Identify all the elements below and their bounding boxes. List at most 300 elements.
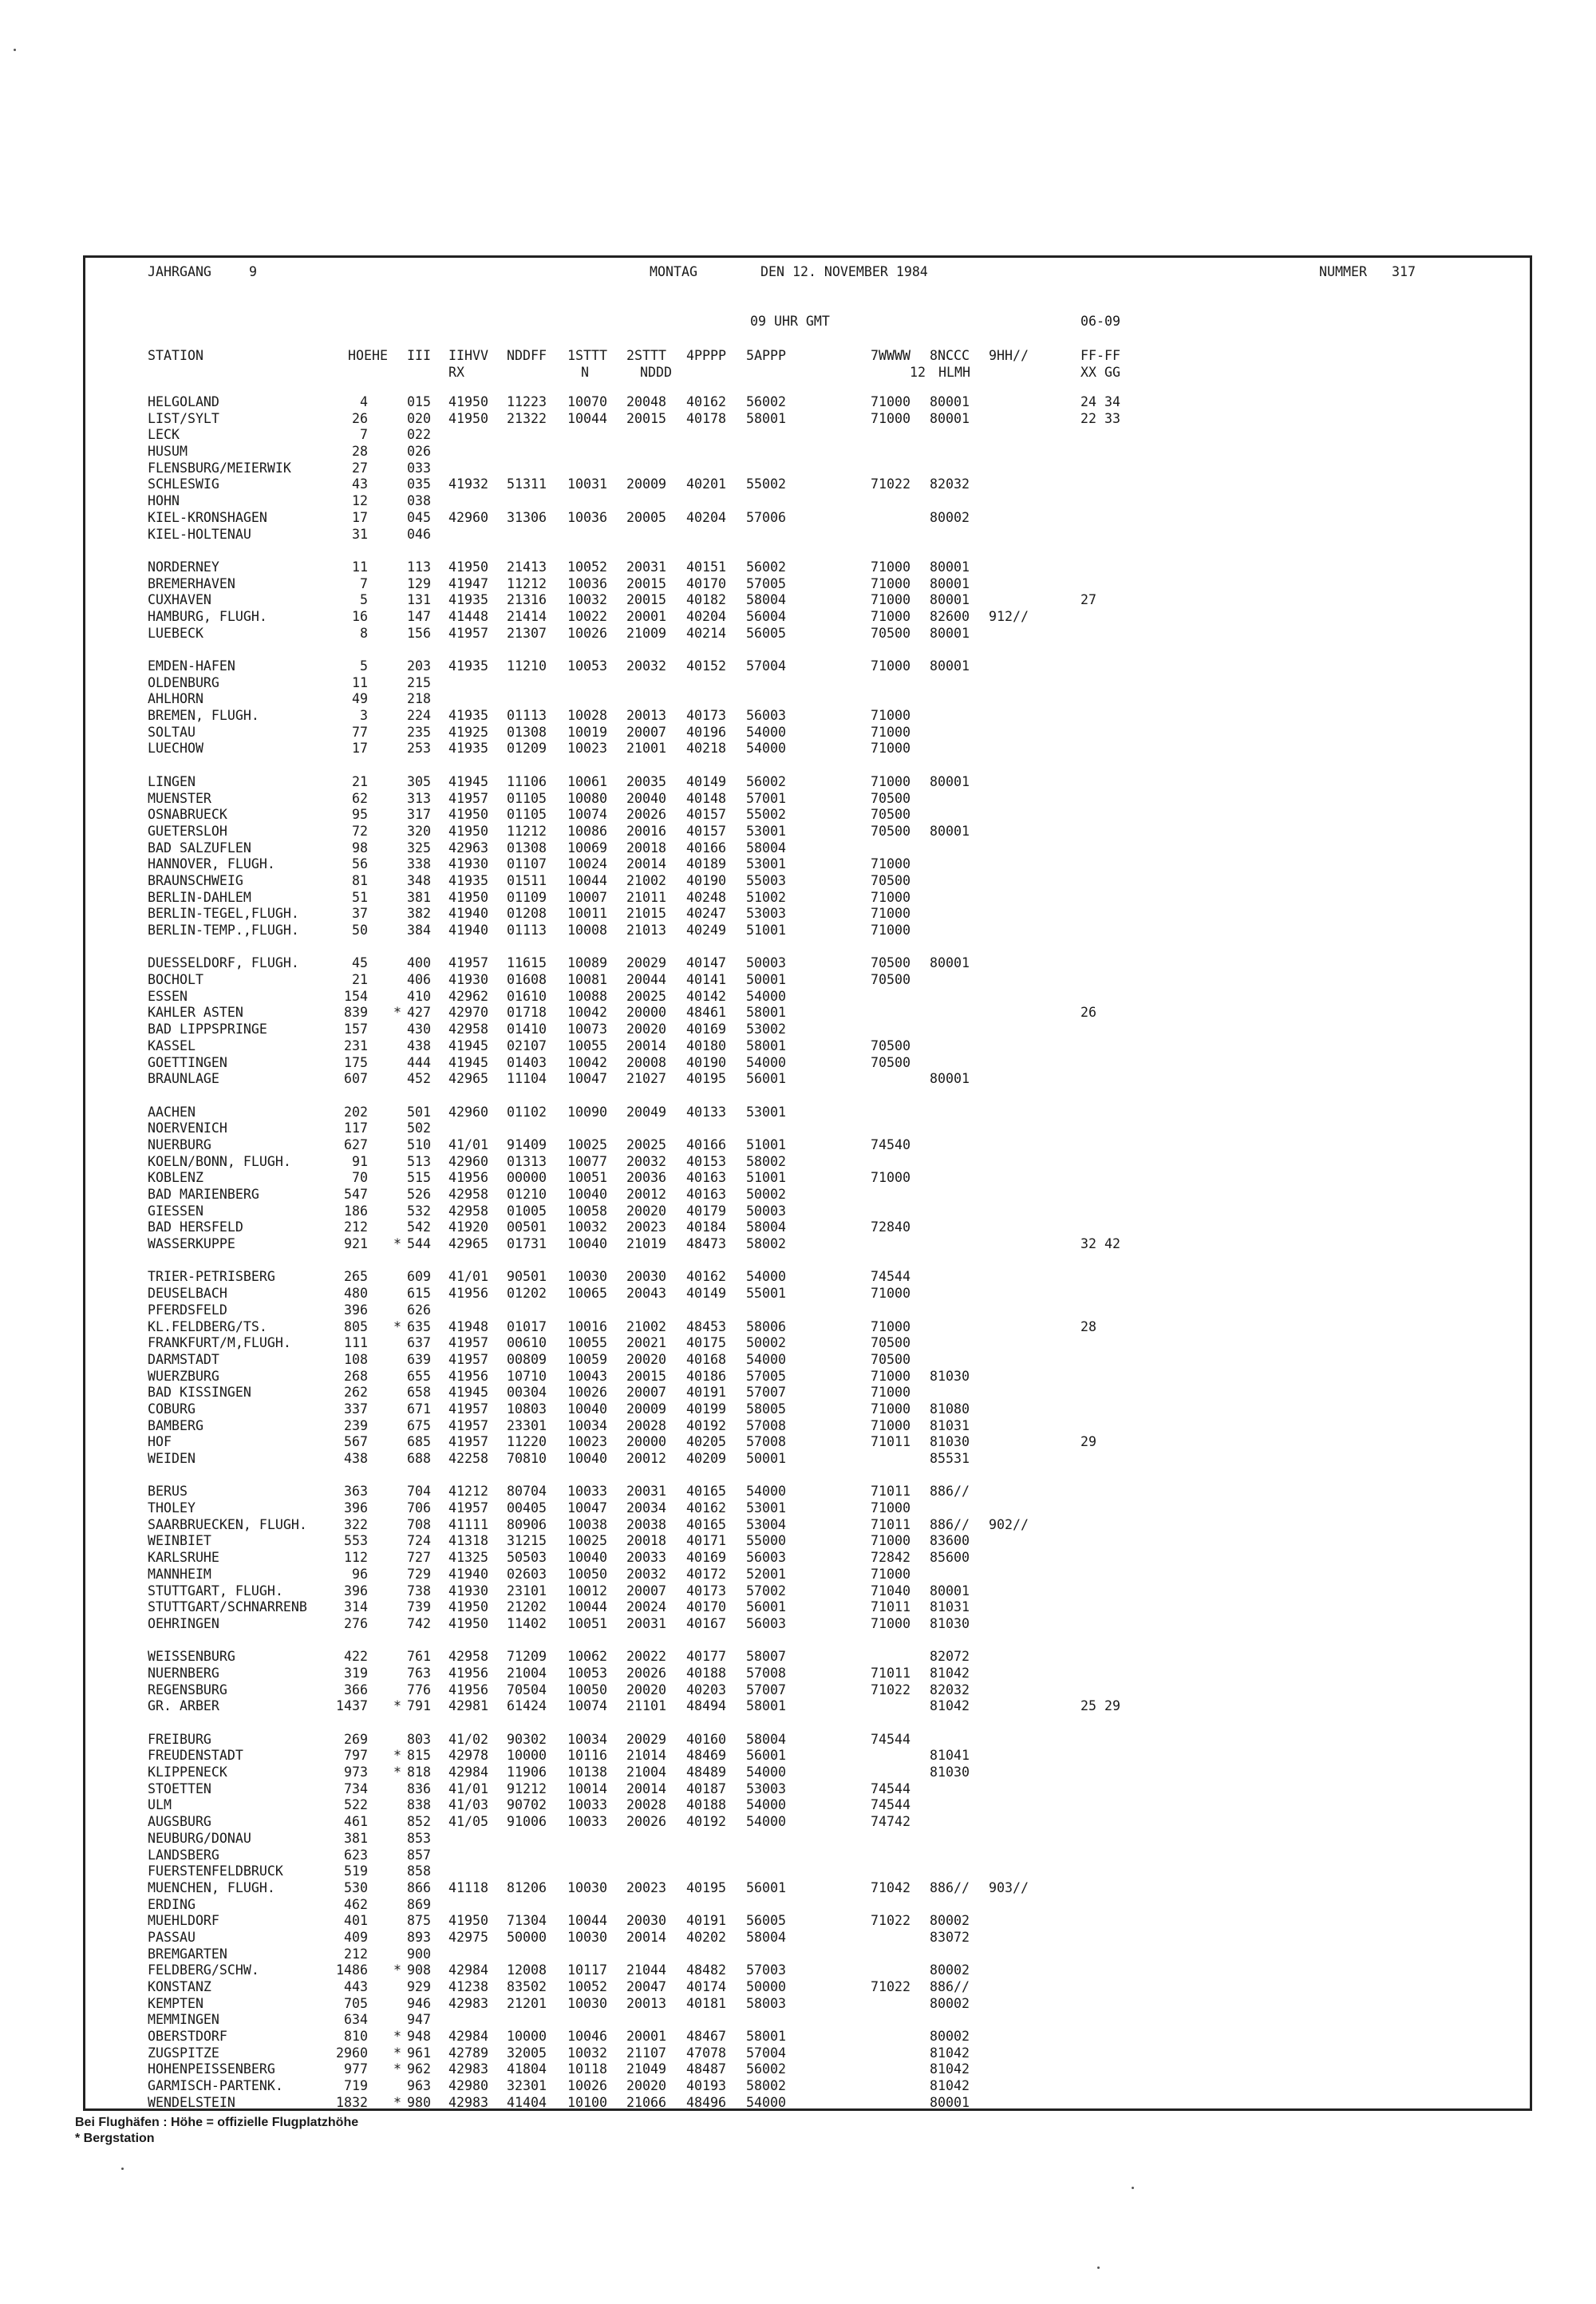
cell-s2: 20032 [626, 658, 666, 674]
cell-station: HAMBURG, FLUGH. [148, 608, 267, 624]
cell-p4: 48453 [686, 1318, 726, 1334]
cell-p5: 56002 [746, 394, 786, 409]
cell-n8: 886// [930, 1879, 970, 1895]
cell-p5: 53001 [746, 1104, 786, 1120]
cell-w7: 70500 [871, 1037, 911, 1053]
cell-iihvv: 41950 [448, 1615, 488, 1631]
cell-iii: 615 [407, 1286, 431, 1302]
cell-iihvv: 42965 [448, 1236, 488, 1252]
cell-iii: 438 [407, 1037, 431, 1053]
cell-hoehe: 17 [352, 741, 368, 757]
cell-w7: 70500 [871, 790, 911, 806]
cell-p4: 40170 [686, 1599, 726, 1615]
cell-star: * [393, 2061, 401, 2077]
cell-nddff: 01017 [507, 1318, 547, 1334]
cell-iii: 724 [407, 1533, 431, 1549]
col-hoehe: HOEHE [348, 348, 388, 363]
cell-p5: 58004 [746, 592, 786, 608]
cell-star: * [393, 1318, 401, 1334]
cell-iii: 526 [407, 1187, 431, 1202]
cell-station: AUGSBURG [148, 1814, 211, 1830]
cell-s1: 10043 [567, 1368, 607, 1384]
cell-iii: 452 [407, 1071, 431, 1087]
cell-p5: 54000 [746, 1484, 786, 1500]
cell-p4: 40167 [686, 1615, 726, 1631]
cell-w7: 71000 [871, 658, 911, 674]
cell-iii: 637 [407, 1335, 431, 1351]
cell-s2: 20020 [626, 2078, 666, 2094]
cell-station: MUENCHEN, FLUGH. [148, 1879, 275, 1895]
cell-station: SAARBRUECKEN, FLUGH. [148, 1516, 307, 1532]
cell-iihvv: 42970 [448, 1005, 488, 1021]
cell-iihvv: 41956 [448, 1682, 488, 1697]
cell-hoehe: 98 [352, 840, 368, 856]
cell-station: EMDEN-HAFEN [148, 658, 235, 674]
cell-s1: 10050 [567, 1566, 607, 1582]
cell-s1: 10116 [567, 1748, 607, 1764]
cell-iii: 742 [407, 1615, 431, 1631]
cell-s1: 10074 [567, 1698, 607, 1714]
cell-s1: 10050 [567, 1682, 607, 1697]
cell-p4: 40187 [686, 1780, 726, 1796]
cell-iihvv: 41930 [448, 856, 488, 872]
cell-w7: 71000 [871, 1368, 911, 1384]
cell-s2: 20023 [626, 1219, 666, 1235]
cell-p4: 40169 [686, 1550, 726, 1566]
cell-iii: 406 [407, 972, 431, 988]
cell-iii: 338 [407, 856, 431, 872]
cell-n8: 81030 [930, 1615, 970, 1631]
cell-ff: 25 29 [1080, 1698, 1120, 1714]
cell-station: GUETERSLOH [148, 823, 227, 839]
cell-p5: 50001 [746, 972, 786, 988]
cell-p5: 53004 [746, 1516, 786, 1532]
cell-w7: 71000 [871, 1417, 911, 1433]
cell-iii: 857 [407, 1847, 431, 1863]
cell-hoehe: 409 [344, 1929, 368, 1945]
cell-s1: 10069 [567, 840, 607, 856]
cell-iihvv: 41920 [448, 1219, 488, 1235]
scan-speck [121, 2168, 124, 2170]
cell-iii: 704 [407, 1484, 431, 1500]
cell-hoehe: 734 [344, 1780, 368, 1796]
col-sub-xxgg: XX GG [1080, 365, 1120, 380]
cell-n8: 82072 [930, 1649, 970, 1665]
cell-s1: 10033 [567, 1814, 607, 1830]
cell-station: BAD HERSFELD [148, 1219, 243, 1235]
cell-iii: 020 [407, 410, 431, 426]
cell-iihvv: 42958 [448, 1203, 488, 1219]
cell-nddff: 01102 [507, 1104, 547, 1120]
cell-s1: 10100 [567, 2094, 607, 2110]
cell-iii: 671 [407, 1401, 431, 1417]
cell-w7: 71011 [871, 1665, 911, 1681]
cell-station: BAD KISSINGEN [148, 1385, 251, 1401]
cell-p4: 48469 [686, 1748, 726, 1764]
cell-p4: 40189 [686, 856, 726, 872]
cell-hoehe: 3 [360, 708, 368, 724]
cell-iii: 544 [407, 1236, 431, 1252]
cell-hoehe: 366 [344, 1682, 368, 1697]
cell-s1: 10028 [567, 708, 607, 724]
cell-hoehe: 547 [344, 1187, 368, 1202]
cell-nddff: 11220 [507, 1434, 547, 1450]
cell-w7: 71000 [871, 773, 911, 789]
cell-s1: 10053 [567, 658, 607, 674]
cell-s2: 21101 [626, 1698, 666, 1714]
cell-hoehe: 111 [344, 1335, 368, 1351]
cell-hoehe: 363 [344, 1484, 368, 1500]
cell-iihvv: 41318 [448, 1533, 488, 1549]
cell-s2: 20038 [626, 1516, 666, 1532]
cell-iihvv: 41212 [448, 1484, 488, 1500]
cell-p4: 40201 [686, 476, 726, 492]
cell-s2: 20013 [626, 708, 666, 724]
cell-s2: 20015 [626, 592, 666, 608]
cell-n8: 81042 [930, 2061, 970, 2077]
cell-star: * [393, 2045, 401, 2061]
cell-s1: 10040 [567, 1451, 607, 1466]
cell-p4: 40162 [686, 1269, 726, 1285]
cell-station: FRANKFURT/M,FLUGH. [148, 1335, 291, 1351]
cell-s2: 20049 [626, 1104, 666, 1120]
cell-iihvv: 41950 [448, 1599, 488, 1615]
cell-p4: 40184 [686, 1219, 726, 1235]
cell-s1: 10019 [567, 724, 607, 740]
cell-hoehe: 11 [352, 674, 368, 690]
cell-n8: 80002 [930, 509, 970, 525]
cell-station: GARMISCH-PARTENK. [148, 2078, 283, 2094]
col-sub-nddd: NDDD [640, 365, 672, 380]
cell-p4: 40141 [686, 972, 726, 988]
cell-iihvv: 42960 [448, 1153, 488, 1169]
cell-iii: 853 [407, 1830, 431, 1846]
cell-station: SCHLESWIG [148, 476, 219, 492]
cell-iii: 963 [407, 2078, 431, 2094]
cell-s2: 20031 [626, 1484, 666, 1500]
cell-n8: 80001 [930, 559, 970, 575]
cell-hoehe: 2960 [336, 2045, 368, 2061]
cell-hoehe: 322 [344, 1516, 368, 1532]
cell-n8: 80002 [930, 1962, 970, 1978]
cell-station: STUTTGART/SCHNARRENB [148, 1599, 307, 1615]
cell-station: WUERZBURG [148, 1368, 219, 1384]
cell-iii: 685 [407, 1434, 431, 1450]
cell-hoehe: 21 [352, 972, 368, 988]
cell-nddff: 00304 [507, 1385, 547, 1401]
cell-n8: 81042 [930, 1698, 970, 1714]
cell-iihvv: 41956 [448, 1170, 488, 1186]
cell-nddff: 11104 [507, 1071, 547, 1087]
cell-w7: 71040 [871, 1583, 911, 1599]
cell-station: ULM [148, 1797, 172, 1813]
cell-w7: 74544 [871, 1780, 911, 1796]
cell-station: MANNHEIM [148, 1566, 211, 1582]
cell-p5: 56001 [746, 1599, 786, 1615]
cell-s1: 10030 [567, 1879, 607, 1895]
cell-s2: 21001 [626, 741, 666, 757]
cell-iii: 022 [407, 427, 431, 443]
cell-iihvv: 41957 [448, 625, 488, 641]
cell-s2: 20001 [626, 608, 666, 624]
cell-w7: 71011 [871, 1434, 911, 1450]
cell-iii: 791 [407, 1698, 431, 1714]
cell-s2: 20032 [626, 1153, 666, 1169]
cell-iii: 325 [407, 840, 431, 856]
cell-s1: 10032 [567, 2045, 607, 2061]
cell-iihvv: 41957 [448, 1417, 488, 1433]
cell-iii: 729 [407, 1566, 431, 1582]
cell-p5: 57007 [746, 1385, 786, 1401]
cell-station: WEINBIET [148, 1533, 211, 1549]
cell-station: PFERDSFELD [148, 1302, 227, 1318]
cell-hoehe: 77 [352, 724, 368, 740]
cell-s2: 20009 [626, 476, 666, 492]
cell-hoehe: 96 [352, 1566, 368, 1582]
cell-p4: 40248 [686, 889, 726, 905]
cell-iihvv: 42975 [448, 1929, 488, 1945]
cell-hoehe: 26 [352, 410, 368, 426]
cell-nddff: 90702 [507, 1797, 547, 1813]
cell-nddff: 01313 [507, 1153, 547, 1169]
cell-iihvv: 41930 [448, 972, 488, 988]
cell-p4: 40186 [686, 1368, 726, 1384]
cell-iihvv: 41932 [448, 476, 488, 492]
cell-nddff: 11212 [507, 575, 547, 591]
cell-nddff: 02107 [507, 1037, 547, 1053]
cell-station: KAHLER ASTEN [148, 1005, 243, 1021]
cell-nddff: 11212 [507, 823, 547, 839]
cell-s2: 20032 [626, 1566, 666, 1582]
cell-nddff: 01403 [507, 1054, 547, 1070]
cell-s2: 20005 [626, 509, 666, 525]
cell-iihvv: 41945 [448, 1037, 488, 1053]
cell-hoehe: 262 [344, 1385, 368, 1401]
cell-s1: 10055 [567, 1037, 607, 1053]
cell-nddff: 01731 [507, 1236, 547, 1252]
cell-nddff: 00405 [507, 1500, 547, 1516]
cell-s1: 10034 [567, 1417, 607, 1433]
cell-station: OBERSTDORF [148, 2029, 227, 2045]
col-sub-12: 12 [910, 365, 926, 380]
cell-station: GR. ARBER [148, 1698, 219, 1714]
cell-iii: 948 [407, 2029, 431, 2045]
cell-hoehe: 719 [344, 2078, 368, 2094]
cell-iihvv: 41935 [448, 741, 488, 757]
cell-station: KL.FELDBERG/TS. [148, 1318, 267, 1334]
cell-iii: 532 [407, 1203, 431, 1219]
cell-s2: 20000 [626, 1434, 666, 1450]
cell-s2: 21044 [626, 1962, 666, 1978]
jahrgang-label: JAHRGANG [148, 264, 211, 279]
cell-w7: 70500 [871, 807, 911, 823]
cell-nddff: 00000 [507, 1170, 547, 1186]
cell-w7: 71000 [871, 724, 911, 740]
cell-s2: 20047 [626, 1979, 666, 1994]
cell-nddff: 23301 [507, 1417, 547, 1433]
cell-nddff: 10803 [507, 1401, 547, 1417]
cell-iii: 215 [407, 674, 431, 690]
cell-station: BERLIN-TEGEL,FLUGH. [148, 906, 299, 922]
cell-p4: 40151 [686, 559, 726, 575]
cell-nddff: 02603 [507, 1566, 547, 1582]
cell-iihvv: 41945 [448, 773, 488, 789]
cell-hoehe: 797 [344, 1748, 368, 1764]
cell-p4: 40168 [686, 1351, 726, 1367]
cell-p5: 56005 [746, 1913, 786, 1929]
cell-iihvv: 42980 [448, 2078, 488, 2094]
cell-iii: 655 [407, 1368, 431, 1384]
cell-s1: 10014 [567, 1780, 607, 1796]
cell-n8: 85600 [930, 1550, 970, 1566]
cell-star: * [393, 1236, 401, 1252]
cell-iihvv: 42958 [448, 1187, 488, 1202]
cell-w7: 74742 [871, 1814, 911, 1830]
cell-station: FUERSTENFELDBRUCK [148, 1863, 283, 1879]
cell-star: * [393, 1765, 401, 1780]
cell-n8: 85531 [930, 1451, 970, 1466]
cell-s2: 21027 [626, 1071, 666, 1087]
cell-iii: 033 [407, 460, 431, 476]
cell-nddff: 00809 [507, 1351, 547, 1367]
cell-station: KASSEL [148, 1037, 196, 1053]
cell-iii: 869 [407, 1896, 431, 1912]
cell-station: KIEL-HOLTENAU [148, 526, 251, 542]
cell-s2: 20021 [626, 1335, 666, 1351]
cell-iii: 382 [407, 906, 431, 922]
cell-s1: 10047 [567, 1500, 607, 1516]
cell-hoehe: 7 [360, 575, 368, 591]
cell-s2: 20016 [626, 823, 666, 839]
cell-h9: 903// [989, 1879, 1029, 1895]
cell-n8: 81042 [930, 1665, 970, 1681]
col-iii: III [407, 348, 431, 363]
cell-hoehe: 396 [344, 1500, 368, 1516]
col-2sttt: 2STTT [626, 348, 666, 363]
cell-hoehe: 70 [352, 1170, 368, 1186]
cell-nddff: 11210 [507, 658, 547, 674]
cell-station: NUERNBERG [148, 1665, 219, 1681]
cell-s1: 10055 [567, 1335, 607, 1351]
cell-w7: 74544 [871, 1731, 911, 1747]
cell-hoehe: 921 [344, 1236, 368, 1252]
cell-station: WENDELSTEIN [148, 2094, 235, 2110]
cell-station: WEISSENBURG [148, 1649, 235, 1665]
cell-s1: 10117 [567, 1962, 607, 1978]
cell-iihvv: 41238 [448, 1979, 488, 1994]
cell-hoehe: 95 [352, 807, 368, 823]
cell-hoehe: 31 [352, 526, 368, 542]
cell-s2: 20043 [626, 1286, 666, 1302]
cell-nddff: 21201 [507, 1995, 547, 2011]
cell-s1: 10065 [567, 1286, 607, 1302]
cell-iii: 900 [407, 1946, 431, 1962]
cell-iihvv: 41940 [448, 1566, 488, 1582]
cell-hoehe: 319 [344, 1665, 368, 1681]
cell-iii: 738 [407, 1583, 431, 1599]
cell-n8: 81080 [930, 1401, 970, 1417]
cell-nddff: 61424 [507, 1698, 547, 1714]
nummer-label: NUMMER [1319, 264, 1367, 279]
cell-s2: 21011 [626, 889, 666, 905]
cell-station: NEUBURG/DONAU [148, 1830, 251, 1846]
cell-iihvv: 42958 [448, 1022, 488, 1037]
cell-iii: 501 [407, 1104, 431, 1120]
cell-w7: 71000 [871, 1533, 911, 1549]
cell-iii: 761 [407, 1649, 431, 1665]
cell-station: BREMGARTEN [148, 1946, 227, 1962]
col-iihvv: IIHVV [448, 348, 488, 363]
cell-iii: 947 [407, 2012, 431, 2028]
cell-s2: 21014 [626, 1748, 666, 1764]
cell-p5: 50002 [746, 1187, 786, 1202]
cell-station: CUXHAVEN [148, 592, 211, 608]
cell-s1: 10073 [567, 1022, 607, 1037]
cell-hoehe: 705 [344, 1995, 368, 2011]
cell-s2: 20009 [626, 1401, 666, 1417]
cell-w7: 71042 [871, 1879, 911, 1895]
cell-station: NOERVENICH [148, 1120, 227, 1136]
cell-p5: 55002 [746, 807, 786, 823]
cell-iihvv: 41956 [448, 1368, 488, 1384]
cell-s1: 10031 [567, 476, 607, 492]
cell-n8: 81030 [930, 1765, 970, 1780]
cell-iihvv: 41935 [448, 658, 488, 674]
cell-nddff: 12008 [507, 1962, 547, 1978]
cell-s1: 10046 [567, 2029, 607, 2045]
cell-s1: 10032 [567, 1219, 607, 1235]
cell-p5: 50000 [746, 1979, 786, 1994]
cell-iihvv: 41956 [448, 1665, 488, 1681]
cell-p5: 58002 [746, 2078, 786, 2094]
cell-star: * [393, 1962, 401, 1978]
cell-s1: 10044 [567, 410, 607, 426]
cell-p5: 53001 [746, 823, 786, 839]
cell-n8: 81030 [930, 1368, 970, 1384]
cell-hoehe: 81 [352, 872, 368, 888]
cell-star: * [393, 1748, 401, 1764]
cell-station: HUSUM [148, 444, 188, 460]
cell-s2: 20023 [626, 1879, 666, 1895]
cell-p5: 58001 [746, 1698, 786, 1714]
cell-iii: 410 [407, 988, 431, 1004]
cell-n8: 82032 [930, 1682, 970, 1697]
cell-iihvv: 41950 [448, 823, 488, 839]
cell-iihvv: 41957 [448, 1351, 488, 1367]
cell-nddff: 80704 [507, 1484, 547, 1500]
cell-ff: 26 [1080, 1005, 1096, 1021]
time-label: 09 UHR GMT [750, 314, 830, 329]
cell-iii: 688 [407, 1451, 431, 1466]
cell-hoehe: 7 [360, 427, 368, 443]
cell-hoehe: 56 [352, 856, 368, 872]
cell-p4: 40152 [686, 658, 726, 674]
cell-iihvv: 41925 [448, 724, 488, 740]
cell-station: BERLIN-DAHLEM [148, 889, 251, 905]
cell-p4: 40202 [686, 1929, 726, 1945]
cell-iii: 727 [407, 1550, 431, 1566]
cell-station: FREIBURG [148, 1731, 211, 1747]
cell-p5: 52001 [746, 1566, 786, 1582]
cell-s2: 20020 [626, 1682, 666, 1697]
cell-p4: 40214 [686, 625, 726, 641]
cell-station: BAD LIPPSPRINGE [148, 1022, 267, 1037]
cell-s2: 20028 [626, 1417, 666, 1433]
cell-p5: 58006 [746, 1318, 786, 1334]
cell-hoehe: 112 [344, 1550, 368, 1566]
cell-p4: 40165 [686, 1484, 726, 1500]
cell-nddff: 91212 [507, 1780, 547, 1796]
